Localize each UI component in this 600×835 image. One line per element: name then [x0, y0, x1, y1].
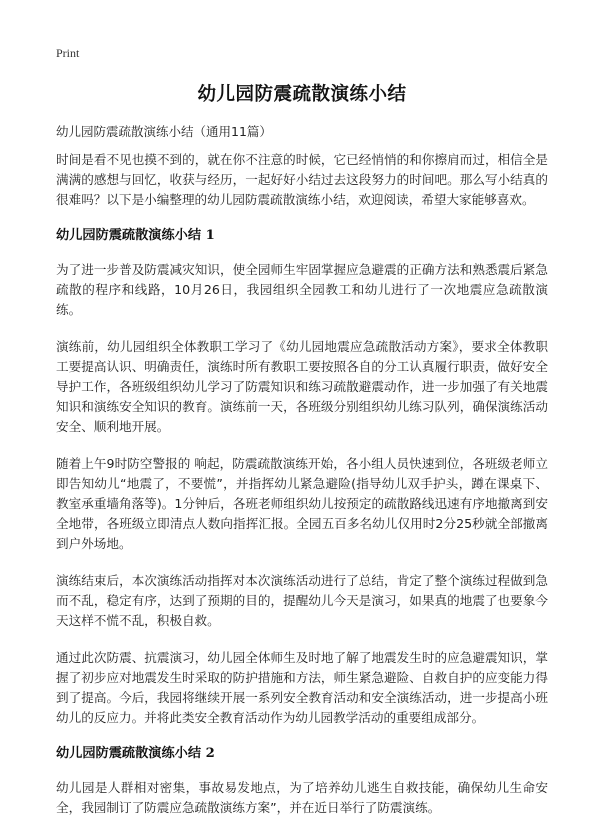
- section-1-paragraph-3: 随着上午9时防空警报的 响起，防震疏散演练开始，各小组人员快速到位，各班级老师立即告知幼儿“地震了，不要慌”，并指挥幼儿紧急避险(指导幼儿双手护头，蹲在课桌下、教室承重墙角落等)。1分钟后，各班老师组织幼儿按预定的疏散路线迅速有序地撤离到安全地带，各班级立即清点人数向指挥汇报。全园五百多名幼儿仅用时2分25秒就全部撤离到户外场地。: [56, 456, 548, 551]
- section-heading-2: 幼儿园防震疏散演练小结 2: [56, 746, 215, 761]
- article-body: [56, 150, 548, 835]
- print-link[interactable]: Print: [56, 46, 80, 60]
- section-1-paragraph-5: 通过此次防震、抗震演习，幼儿园全体师生及时地了解了地震发生时的应急避震知识，掌握了初步应对地震发生时采取的防护措施和方法，师生紧急避险、自救自护的应变能力得到了提高。今后，我园将继续开展一系列安全教育活动和安全演练活动，进一步提高小班幼儿的反应力。并将此类安全教育活动作为幼儿园教学活动的重要组成部分。: [56, 650, 548, 725]
- section-1-paragraph-2: 演练前，幼儿园组织全体教职工学习了《幼儿园地震应急疏散活动方案》，要求全体教职工要提高认识、明确责任，演练时所有教职工要按照各自的分工认真履行职责，做好安全导护工作，各班级组织幼儿学习了防震知识和练习疏散避震动作，进一步加强了有关地震知识和演练安全知识的教育。演练前一天，各班级分别组织幼儿练习队列，确保演练活动安全、顺利地开展。: [56, 339, 548, 434]
- document-subtitle: 幼儿园防震疏散演练小结（通用11篇）: [56, 124, 272, 139]
- section-1-paragraph-4: 演练结束后，本次演练活动指挥对本次演练活动进行了总结，肯定了整个演练过程做到急而不乱，稳定有序，达到了预期的目的，提醒幼儿今天是演习，如果真的地震了也要象今天这样不慌不乱，积极自救。: [56, 573, 548, 628]
- section-2-paragraph-1: 幼儿园是人群相对密集，事故易发地点，为了培养幼儿逃生自救技能，确保幼儿生命安全，我园制订了防震应急疏散演练方案”，并在近日举行了防震演练。: [56, 780, 548, 815]
- section-heading-1: 幼儿园防震疏散演练小结 1: [56, 228, 215, 243]
- intro-paragraph: 时间是看不见也摸不到的，就在你不注意的时候，它已经悄悄的和你擦肩而过，相信全是满满的感想与回忆，收获与经历，一起好好小结过去这段努力的时间吧。那么写小结真的很难吗？以下是小编整理的幼儿园防震疏散演练小结，欢迎阅读，希望大家能够喜欢。: [56, 152, 548, 207]
- section-1-paragraph-1: 为了进一步普及防震减灾知识，使全园师生牢固掌握应急避震的正确方法和熟悉震后紧急疏散的程序和线路，10月26日，我园组织全园教工和幼儿进行了一次地震应急疏散演练。: [56, 262, 548, 317]
- page-title: 幼儿园防震疏散演练小结: [197, 84, 407, 105]
